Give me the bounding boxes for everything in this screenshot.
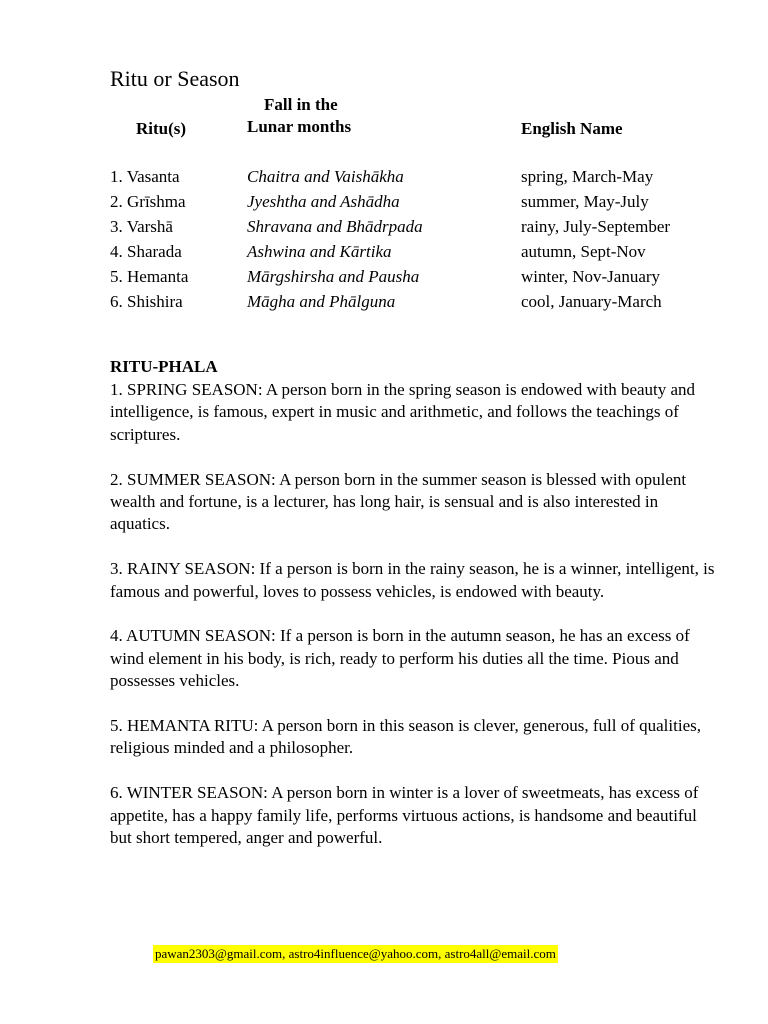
- header-lunar-months: [247, 94, 351, 138]
- paragraph-autumn: 4. AUTUMN SEASON: If a person is born in the autumn season, he has an excess of wind element in his body, is rich, ready to perform his duties all the time. Pious and possesses vehicles.: [110, 626, 690, 691]
- table-body: [110, 164, 730, 314]
- english-cell: summer, May-July: [521, 192, 649, 211]
- english-cell: winter, Nov-January: [521, 267, 661, 286]
- section-heading: RITU-PHALA: [110, 357, 218, 376]
- paragraph-hemanta: 5. HEMANTA RITU: A person born in this season is clever, generous, full of qualities, religious minded and a philosopher.: [110, 716, 701, 758]
- table-row: [110, 214, 730, 239]
- table-row: [110, 264, 730, 289]
- paragraph-winter: 6. WINTER SEASON: A person born in winter is a lover of sweetmeats, has excess of appetite, has a happy family life, performs virtuous actions, is handsome and beautiful but short tempered, anger and powerful.: [110, 783, 699, 848]
- paragraph-rainy: 3. RAINY SEASON: If a person is born in the rainy season, he is a winner, intelligent, is famous and powerful, loves to possess vehicles, is endowed with beauty.: [110, 559, 715, 601]
- paragraph-spring: 1. SPRING SEASON: A person born in the spring season is endowed with beauty and intelligence, is famous, expert in music and arithmetic, and follows the teachings of scriptures.: [110, 380, 696, 444]
- ritu-phala-body: [110, 379, 722, 872]
- header-english-name: English Name: [521, 119, 623, 138]
- ritu-cell: 4. Sharada: [110, 242, 182, 261]
- lunar-cell: Jyeshtha and Ashādha: [247, 192, 400, 211]
- ritu-cell: 1. Vasanta: [110, 167, 180, 186]
- english-cell: cool, January-March: [521, 292, 662, 311]
- paragraph-summer: 2. SUMMER SEASON: A person born in the summer season is blessed with opulent wealth and fortune, is a lecturer, has long hair, is sensual and is also interested in aquatics.: [110, 469, 687, 534]
- lunar-cell: Mārgshirsha and Pausha: [247, 267, 420, 286]
- table-row: [110, 239, 730, 264]
- table-row: [110, 189, 730, 214]
- ritu-cell: 5. Hemanta: [110, 267, 189, 286]
- ritu-cell: 6. Shishira: [110, 292, 183, 311]
- lunar-cell: Ashwina and Kārtika: [247, 242, 392, 261]
- ritu-cell: 2. Grīshma: [110, 192, 186, 211]
- footer-contact-emails: pawan2303@gmail.com, astro4influence@yahoo.com, astro4all@email.com: [155, 946, 556, 961]
- page-title: Ritu or Season: [110, 66, 240, 91]
- lunar-cell: Shravana and Bhādrpada: [247, 217, 423, 236]
- lunar-cell: Chaitra and Vaishākha: [247, 167, 404, 186]
- english-cell: spring, March-May: [521, 167, 654, 186]
- lunar-cell: Māgha and Phālguna: [247, 292, 396, 311]
- table-row: [110, 289, 730, 314]
- ritu-cell: 3. Varshā: [110, 217, 173, 236]
- header-lunar-line1: Fall in the: [264, 95, 338, 114]
- header-lunar-line2: Lunar months: [247, 117, 352, 136]
- header-ritu: Ritu(s): [136, 119, 187, 138]
- english-cell: rainy, July-September: [521, 217, 671, 236]
- table-row: [110, 164, 730, 189]
- english-cell: autumn, Sept-Nov: [521, 242, 646, 261]
